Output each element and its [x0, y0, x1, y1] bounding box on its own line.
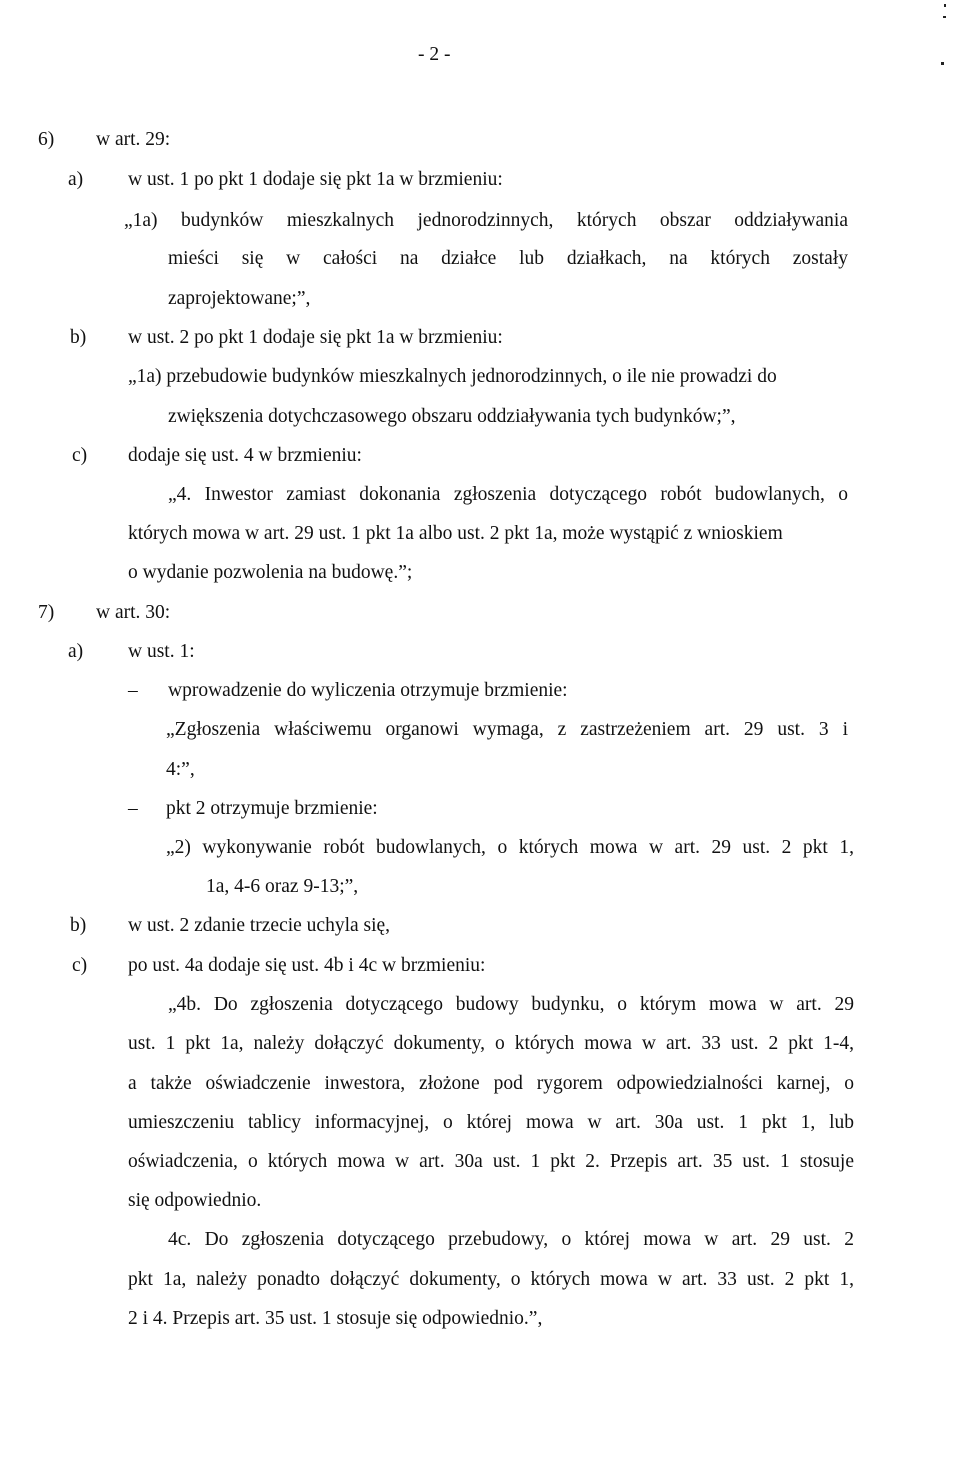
text-line: „4. Inwestor zamiast dokonania zgłoszenia dotyczącego robót budowlanych, o	[168, 484, 848, 505]
text-line: w ust. 1 po pkt 1 dodaje się pkt 1a w brzmieniu:	[128, 169, 503, 190]
text-line: po ust. 4a dodaje się ust. 4b i 4c w brzmieniu:	[128, 955, 486, 976]
scan-mark	[944, 4, 946, 7]
text-line: wprowadzenie do wyliczenia otrzymuje brzmienie:	[168, 680, 568, 701]
text-line: –	[128, 680, 138, 701]
text-line: w ust. 2 zdanie trzecie uchyla się,	[128, 915, 391, 936]
text-line: „Zgłoszenia właściwemu organowi wymaga, z zastrzeżeniem art. 29 ust. 3 i	[166, 719, 848, 740]
text-line: „4b. Do zgłoszenia dotyczącego budowy budynku, o którym mowa w art. 29	[168, 994, 854, 1015]
page-number: - 2 -	[418, 44, 451, 65]
text-line: zaprojektowane;”,	[168, 288, 311, 309]
text-line: ust. 1 pkt 1a, należy dołączyć dokumenty, o których mowa w art. 33 ust. 2 pkt 1-4,	[128, 1033, 854, 1054]
text-line: o wydanie pozwolenia na budowę.”;	[128, 562, 413, 583]
text-line: pkt 1a, należy ponadto dołączyć dokumenty, o których mowa w art. 33 ust. 2 pkt 1,	[128, 1269, 854, 1290]
text-line: 7)	[38, 602, 55, 623]
text-line: „1a) przebudowie budynków mieszkalnych jednorodzinnych, o ile nie prowadzi do	[128, 366, 777, 387]
text-line: b)	[70, 327, 87, 348]
text-line: b)	[70, 915, 87, 936]
text-line: umieszczeniu tablicy informacyjnej, o której mowa w art. 30a ust. 1 pkt 1, lub	[128, 1112, 854, 1133]
text-line: 4:”,	[166, 759, 195, 780]
text-line: 2 i 4. Przepis art. 35 ust. 1 stosuje się odpowiednio.”,	[128, 1308, 543, 1329]
text-line: c)	[72, 445, 88, 466]
scan-mark	[941, 62, 944, 65]
text-line: w art. 30:	[96, 602, 171, 623]
text-line: których mowa w art. 29 ust. 1 pkt 1a albo ust. 2 pkt 1a, może wystąpić z wnioskiem	[128, 523, 783, 544]
text-line: 1a, 4-6 oraz 9-13;”,	[206, 876, 359, 897]
text-line: dodaje się ust. 4 w brzmieniu:	[128, 445, 362, 466]
text-line: w ust. 1:	[128, 641, 195, 662]
text-line: się odpowiednio.	[128, 1190, 262, 1211]
text-line: w ust. 2 po pkt 1 dodaje się pkt 1a w brzmieniu:	[128, 327, 503, 348]
text-line: c)	[72, 955, 88, 976]
text-line: w art. 29:	[96, 129, 171, 150]
text-line: oświadczenia, o których mowa w art. 30a ust. 1 pkt 2. Przepis art. 35 ust. 1 stosuje	[128, 1151, 854, 1172]
text-line: mieści się w całości na działce lub działkach, na których zostały	[168, 248, 848, 269]
text-line: „2) wykonywanie robót budowlanych, o których mowa w art. 29 ust. 2 pkt 1,	[166, 837, 854, 858]
text-line: pkt 2 otrzymuje brzmienie:	[166, 798, 378, 819]
text-line: a)	[68, 641, 84, 662]
text-line: 6)	[38, 129, 55, 150]
text-line: „1a) budynków mieszkalnych jednorodzinnych, których obszar oddziaływania	[124, 210, 848, 231]
text-line: a także oświadczenie inwestora, złożone pod rygorem odpowiedzialności karnej, o	[128, 1073, 854, 1094]
scan-mark	[943, 16, 946, 18]
text-line: 4c. Do zgłoszenia dotyczącego przebudowy, o której mowa w art. 29 ust. 2	[168, 1229, 854, 1250]
text-line: a)	[68, 169, 84, 190]
text-line: zwiększenia dotychczasowego obszaru oddziaływania tych budynków;”,	[168, 406, 736, 427]
text-line: –	[128, 798, 138, 819]
